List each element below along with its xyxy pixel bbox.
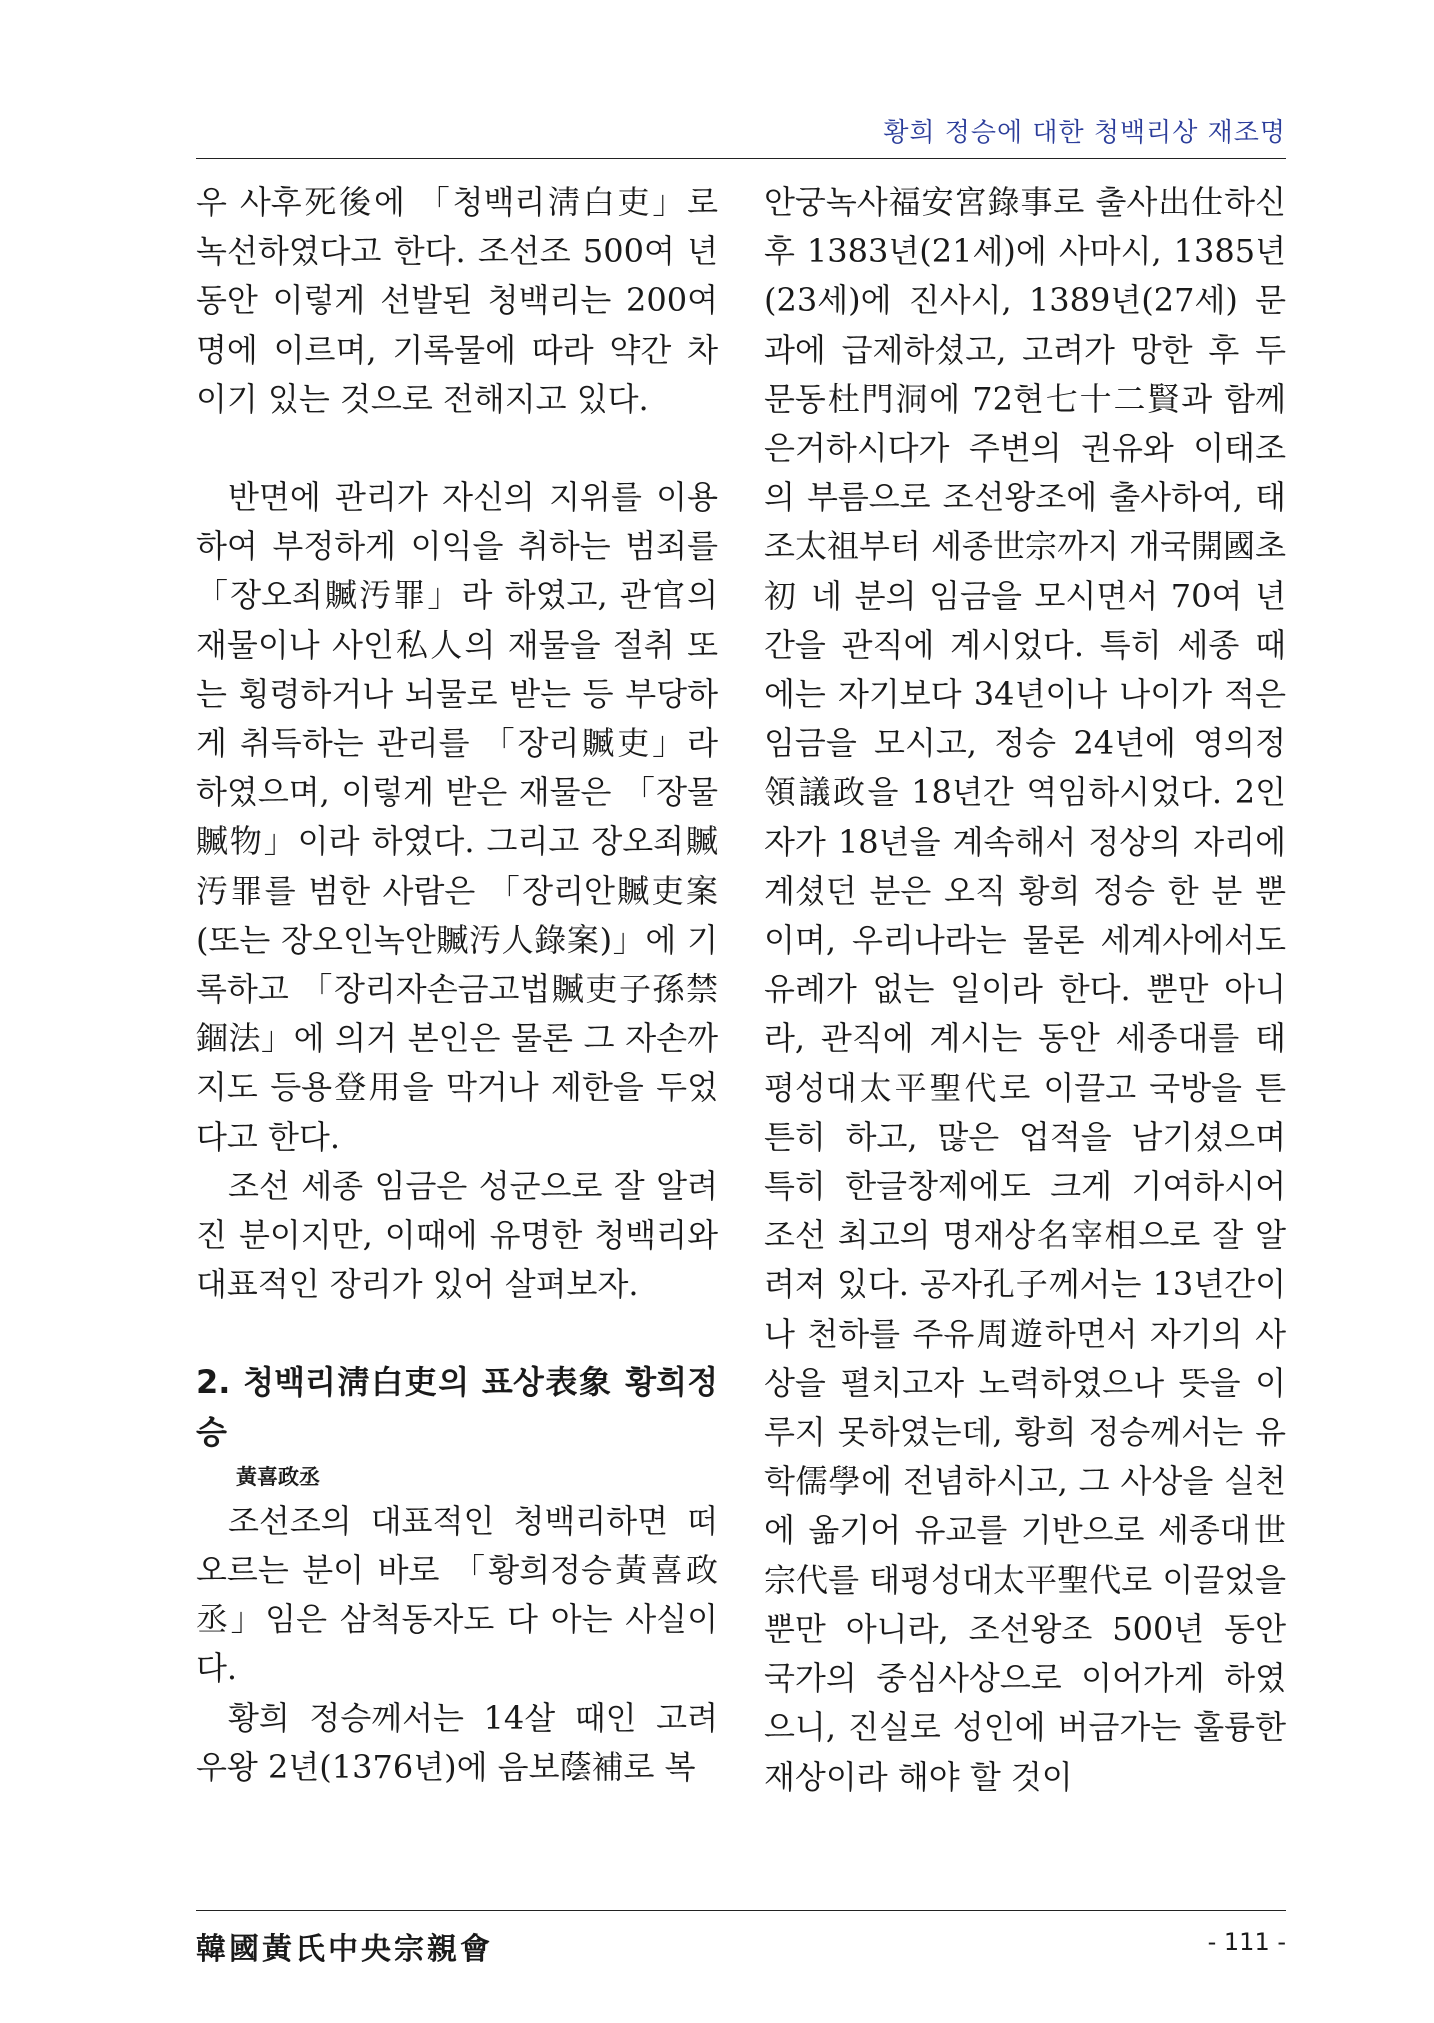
left-paragraph-1: 우 사후死後에 「청백리淸白吏」로 녹선하였다고 한다. 조선조 500여 년 동안 이렇게 선발된 청백리는 200여 명에 이르며, 기록물에 따라 약간 차이기 있는 것으로 전해지고 있다. [196, 183, 718, 418]
section-heading: 2. 청백리淸白吏의 표상表象 황희정승 [196, 1363, 718, 1451]
left-paragraph-2: 반면에 관리가 자신의 지위를 이용하여 부정하게 이익을 취하는 범죄를 「장오죄贓汚罪」라 하였고, 관官의 재물이나 사인私人의 재물을 절취 또는 횡령하거나 뇌물로 받는 등 부당하게 취득하는 관리를 「장리贓吏」라 하였으며, 이렇게 받은 재물은 「장물贓物」이라 하였다. 그리고 장오죄贓汚罪를 범한 사람은 「장리안贓吏案(또는 장오인녹안贓汚人錄案)」에 기록하고 「장리자손금고법贓吏子孫禁錮法」에 의거 본인은 물론 그 자손까지도 등용登用을 막거나 제한을 두었다고 한다. [196, 478, 718, 1156]
left-paragraph-3: 조선 세종 임금은 성군으로 잘 알려진 분이지만, 이때에 유명한 청백리와 대표적인 장리가 있어 살펴보자. [196, 1166, 718, 1304]
right-paragraph-1: 안궁녹사福安宮錄事로 출사出仕하신 후 1383년(21세)에 사마시, 1385년(23세)에 진사시, 1389년(27세) 문과에 급제하셨고, 고려가 망한 후 두문동杜門洞에 72현七十二賢과 함께 은거하시다가 주변의 권유와 이태조의 부름으로 조선왕조에 출사하여, 태조太祖부터 세종世宗까지 개국開國초初 네 분의 임금을 모시면서 70여 년간을 관직에 계시었다. 특히 세종 때에는 자기보다 34년이나 나이가 적은 임금을 모시고, 정승 24년에 영의정領議政을 18년간 역임하시었다. 2인자가 18년을 계속해서 정상의 자리에 계셨던 분은 오직 황희 정승 한 분 뿐이며, 우리나라는 물론 세계사에서도 유례가 없는 일이라 한다. 뿐만 아니라, 관직에 계시는 동안 세종대를 태평성대太平聖代로 이끌고 국방을 튼튼히 하고, 많은 업적을 남기셨으며 특히 한글창제에도 크게 기여하시어 조선 최고의 명재상名宰相으로 잘 알려져 있다. 공자孔子께서는 13년간이나 천하를 주유周遊하면서 자기의 사상을 펼치고자 노력하였으나 뜻을 이루지 못하였는데, 황희 정승께서는 유학儒學에 전념하시고, 그 사상을 실천에 옮기어 유교를 기반으로 세종대世宗代를 태평성대太平聖代로 이끌었을 뿐만 아니라, 조선왕조 500년 동안 국가의 중심사상으로 이어가게 하였으니, 진실로 성인에 버금가는 훌륭한 재상이라 해야 할 것이 [764, 183, 1286, 1796]
publication-name: 韓國黃氏中央宗親會 [196, 1932, 493, 1967]
left-column [196, 178, 718, 1792]
running-title: 황희 정승에 대한 청백리상 재조명 [883, 118, 1286, 148]
section-heading-sub: 黃喜政丞 [236, 1464, 320, 1489]
footer-rule [196, 1910, 1286, 1911]
header-rule [196, 158, 1286, 159]
right-column [764, 178, 1286, 1802]
page-number: - 111 - [1207, 1928, 1286, 1956]
left-paragraph-4: 조선조의 대표적인 청백리하면 떠오르는 분이 바로 「황희정승黃喜政丞」임은 삼척동자도 다 아는 사실이다. [196, 1501, 718, 1688]
left-paragraph-5: 황희 정승께서는 14살 때인 고려 우왕 2년(1376년)에 음보蔭補로 복 [196, 1698, 718, 1786]
